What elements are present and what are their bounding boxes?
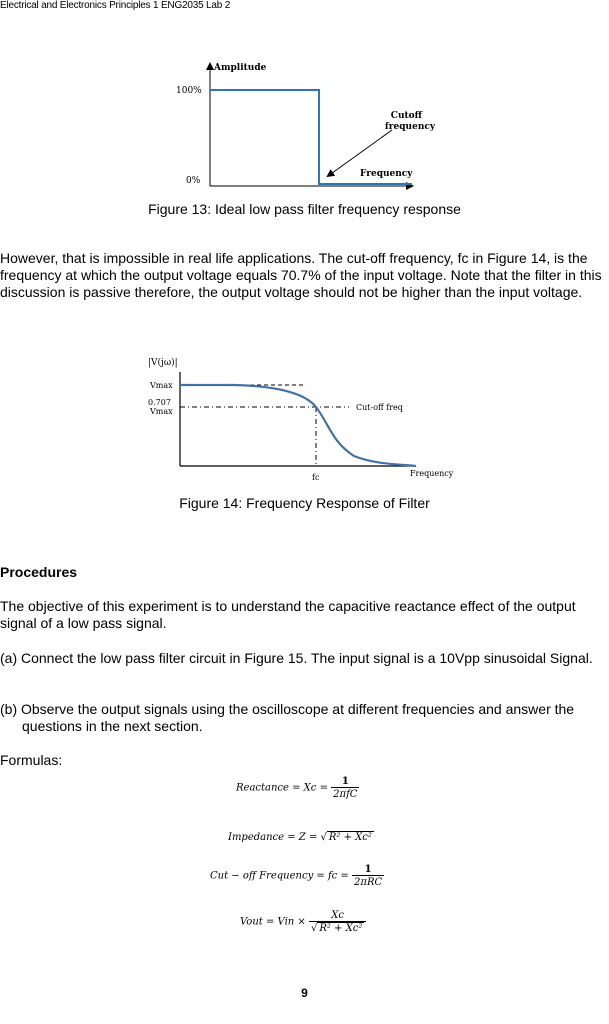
cutoff-formula (210, 864, 384, 888)
cutoff-denominator: 2πRC (354, 877, 383, 888)
page-header: Electrical and Electronics Principles 1 ENG2035 Lab 2 (0, 0, 231, 11)
reactance-numerator: 1 (341, 776, 349, 787)
impedance-formula (228, 832, 374, 843)
y-axis-label: |V(jω)| (148, 358, 178, 368)
figure-14-filter-response (144, 352, 464, 488)
step-a: (a) Connect the low pass filter circuit in Figure 15. The input signal is a 10Vpp sinusoidal Signal. (0, 650, 593, 666)
reactance-denominator: 2πfC (333, 789, 358, 800)
y-axis-label: Amplitude (214, 63, 267, 73)
fc-label: fc (312, 473, 320, 482)
vout-radicand: R² + Xc² (319, 923, 363, 934)
objective-paragraph: The objective of this experiment is to understand the capacitive reactance effect of the output signal of a low pass signal. (0, 598, 576, 631)
reactance-fraction (331, 776, 359, 800)
impedance-root: √ R² + Xc² (320, 832, 372, 843)
vout-lhs: Vout = Vin × (240, 916, 306, 928)
x-axis-label: Frequency (360, 169, 413, 179)
paragraph-cutoff: However, that is impossible in real life applications. The cut-off frequency, fc in Figure 14, is the frequency at which the output voltage equals 70.7% of the input voltage. Note that the filter in this discussion is passive therefore, the output voltage should not be higher than the input voltage. (0, 250, 602, 300)
figure-14-caption: Figure 14: Frequency Response of Filter (179, 495, 430, 511)
y-low-label: 0% (186, 176, 201, 186)
impedance-lhs: Impedance = Z = (228, 832, 318, 843)
response-curve (180, 385, 416, 466)
vout-formula (240, 910, 366, 934)
cutoff-annotation-line2: frequency (384, 122, 436, 132)
step-b: (b) Observe the output signals using the oscilloscope at different frequencies and answer the questions in the next section. (0, 701, 575, 734)
y-high-label: 100% (176, 86, 202, 96)
vout-numerator: Xc (331, 910, 345, 921)
vmax-label-2: Vmax (150, 407, 173, 416)
cutoff-numerator: 1 (364, 864, 372, 875)
x-axis-label: Frequency (410, 469, 454, 478)
cutoff-freq-label: Cut-off freq (356, 403, 403, 412)
level-707-label: 0.707 (148, 398, 171, 407)
impedance-radicand: R² + Xc² (328, 832, 372, 843)
figure-13-caption: Figure 13: Ideal low pass filter frequency response (148, 201, 461, 217)
reactance-lhs: Reactance = Xc = (236, 782, 328, 794)
vout-denominator: √ R² + Xc² (309, 921, 366, 934)
cutoff-annotation (385, 111, 436, 132)
vmax-label: Vmax (150, 381, 173, 390)
cutoff-annotation-line1: Cutoff (390, 111, 423, 121)
cutoff-fraction (352, 864, 384, 888)
cutoff-lhs: Cut − off Frequency = fc = (210, 870, 349, 882)
figure-13-ideal-lpf (160, 56, 450, 194)
vout-fraction (309, 910, 366, 934)
formulas-label: Formulas: (0, 752, 63, 768)
procedures-heading: Procedures (0, 564, 78, 580)
reactance-formula (236, 776, 359, 800)
page-number: 9 (301, 986, 308, 1000)
